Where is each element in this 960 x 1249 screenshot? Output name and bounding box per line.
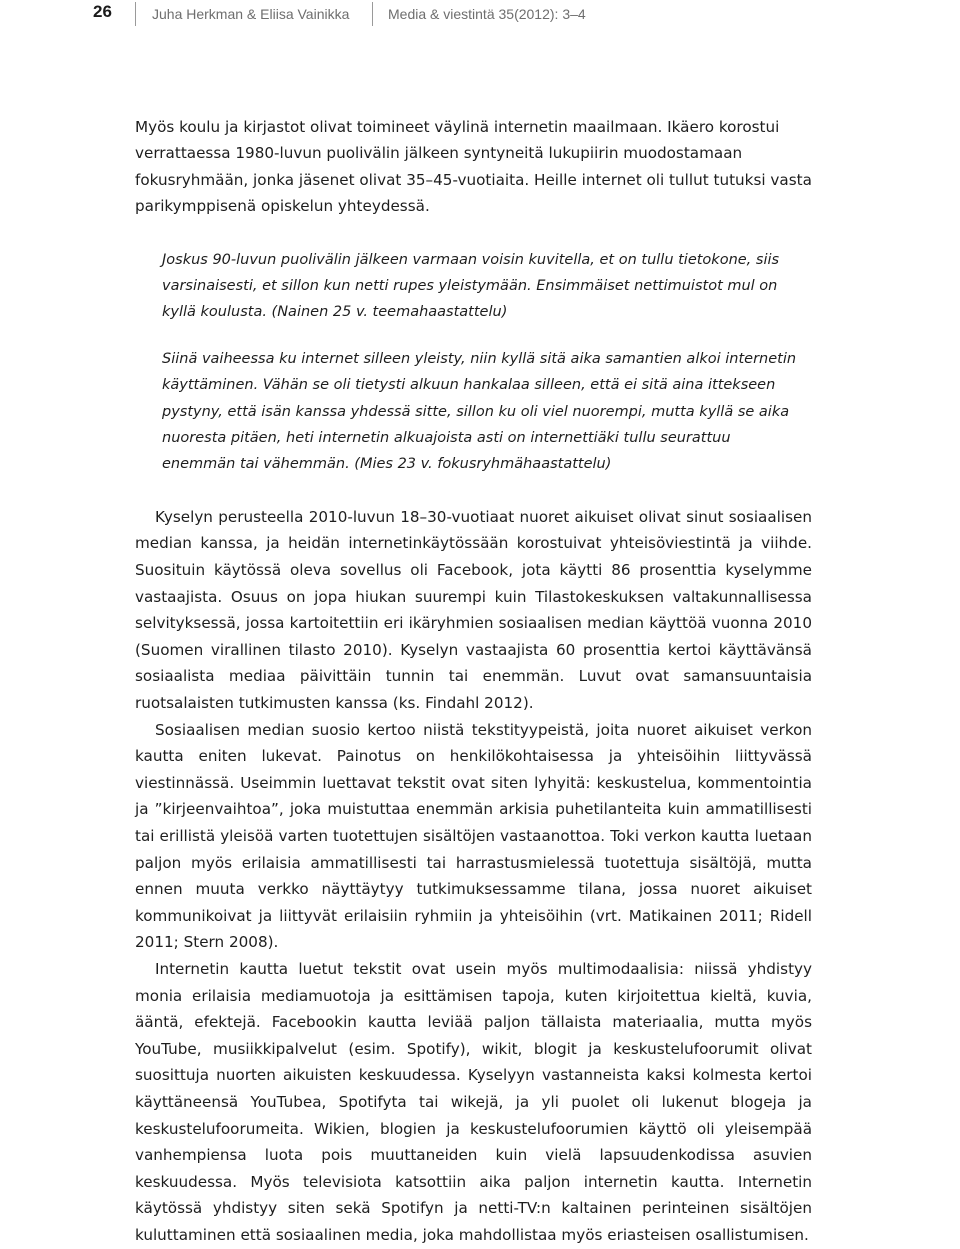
paragraph: Kyselyn perusteella 2010-luvun 18–30-vuotiaat nuoret aikuiset olivat sinut sosiaalisen median kanssa, ja heidän internetinkäytössään korostuivat yhteisöviestintä ja viihde. Suosituin käytössä oleva sovellus oli Facebook, jota käytti 86 prosenttia kyselymme vastaajista. Osuus on jopa hiukan suurempi kuin Tilastokeskuksen valtakunnallisessa selvityksessä, jossa kartoitettiin eri ikäryhmien sosiaalisen median käyttöä vuonna 2010 (Suomen virallinen tilasto 2010). Kyselyn vastaajista 60 prosenttia kertoi käyttävänsä sosiaalista mediaa päivittäin tunnin tai enemmän. Luvut ovat samansuuntaisia ruotsalaisten tutkimusten kanssa (ks. Findahl 2012). [135, 507, 812, 713]
paragraph: Sosiaalisen median suosio kertoo niistä tekstityypeistä, joita nuoret aikuiset verkon kautta eniten lukevat. Painotus on henkilökohtaisessa ja yhteisöihin liittyvässä viestinnässä. Useimmin luettavat tekstit ovat siten lyhyitä: keskustelua, kommentointia ja ”kirjeenvaihtoa”, joka muistuttaa enemmän arkisia puhetilanteita kuin ammatillisesti tai erillistä yleisöä varten tuotettujen sisältöjen vastaanottoa. Toki verkon kautta luetaan paljon myös erilaisia ammatillisesti tai harrastusmielessä tuotettuja sisältöjä, mutta ennen muuta verkko näyttäytyy tutkimuksessamme tilana, jossa nuoret aikuiset kommunikoivat ja liittyvät erilaisiin ryhmiin ja yhteisöihin (vrt. Matikainen 2011; Ridell 2011; Stern 2008). [135, 720, 812, 952]
page-number: 26 [93, 2, 112, 21]
block-quote: Siinä vaiheessa ku internet silleen yleisty, niin kyllä sitä aika samantien alkoi internetin käyttäminen. Vähän se oli tietysti alkuun hankalaa silleen, että ei sitä aina ittekseen pystyny, että isän kanssa yhdessä sitte, sillon ku oli viel nuorempi, mutta kyllä se aika nuoresta pitäen, heti internetin alkuajoista asti on internettiäki tullu seurattuu enemmän tai vähemmän. (Mies 23 v. fokusryhmähaastattelu) [162, 350, 797, 473]
paragraph: Myös koulu ja kirjastot olivat toimineet väylinä internetin maailmaan. Ikäero korostui verrattaessa 1980-luvun puolivälin jälkeen syntyneitä lukupiirin muodostamaan fokusryhmään, jonka jäsenet olivat 35–45-vuotiaita. Heille internet oli tullut tutuksi vasta parikymppisenä opiskelun yhteydessä. [135, 118, 812, 216]
paragraph: Internetin kautta luetut tekstit ovat usein myös multimodaalisia: niissä yhdistyy monia erilaisia mediamuotoja ja esittämisen tapoja, kuten kirjoitettua kieltä, kuvia, ääntä, efektejä. Facebookin kautta leviää paljon tällaista materiaalia, mutta myös YouTube, musiikkipalvelut (esim. Spotify), wikit, blogit ja keskustelufoorumit olivat suosittuja nuorten aikuisten keskuudessa. Kyselyyn vastanneista kaksi kolmesta kertoi käyttäneensä YouTubea, Spotifyta tai wikejä, ja yli puolet oli lukenut blogeja ja keskustelufoorumeita. Wikien, blogien ja keskustelufoorumien käyttö oli yleisempää vanhempiensa luota pois muuttaneiden kuin vielä lapsuudenkodissa asuvien keskuudessa. Myös televisiota katsottiin aika paljon internetin kautta. Internetin käytössä yhdistyy siten sekä Spotifyn ja netti-TV:n kaltainen perinteinen sisältöjen kuluttaminen että sosiaalinen media, joka mahdollistaa myös eriasteisen osallistumisen. [135, 959, 812, 1244]
article-body [135, 114, 812, 1249]
block-quote: Joskus 90-luvun puolivälin jälkeen varmaan voisin kuvitella, et on tullu tietokone, siis varsinaisesti, et sillon kun netti rupes yleistymään. Ensimmäiset nettimuistot mul on kyllä koulusta. (Nainen 25 v. teemahaastattelu) [162, 251, 780, 321]
header-divider [372, 2, 373, 26]
header-authors: Juha Herkman & Eliisa Vainikka [152, 6, 350, 22]
header-journal: Media & viestintä 35(2012): 3–4 [388, 6, 586, 22]
running-header [0, 0, 960, 30]
header-divider [135, 2, 136, 26]
